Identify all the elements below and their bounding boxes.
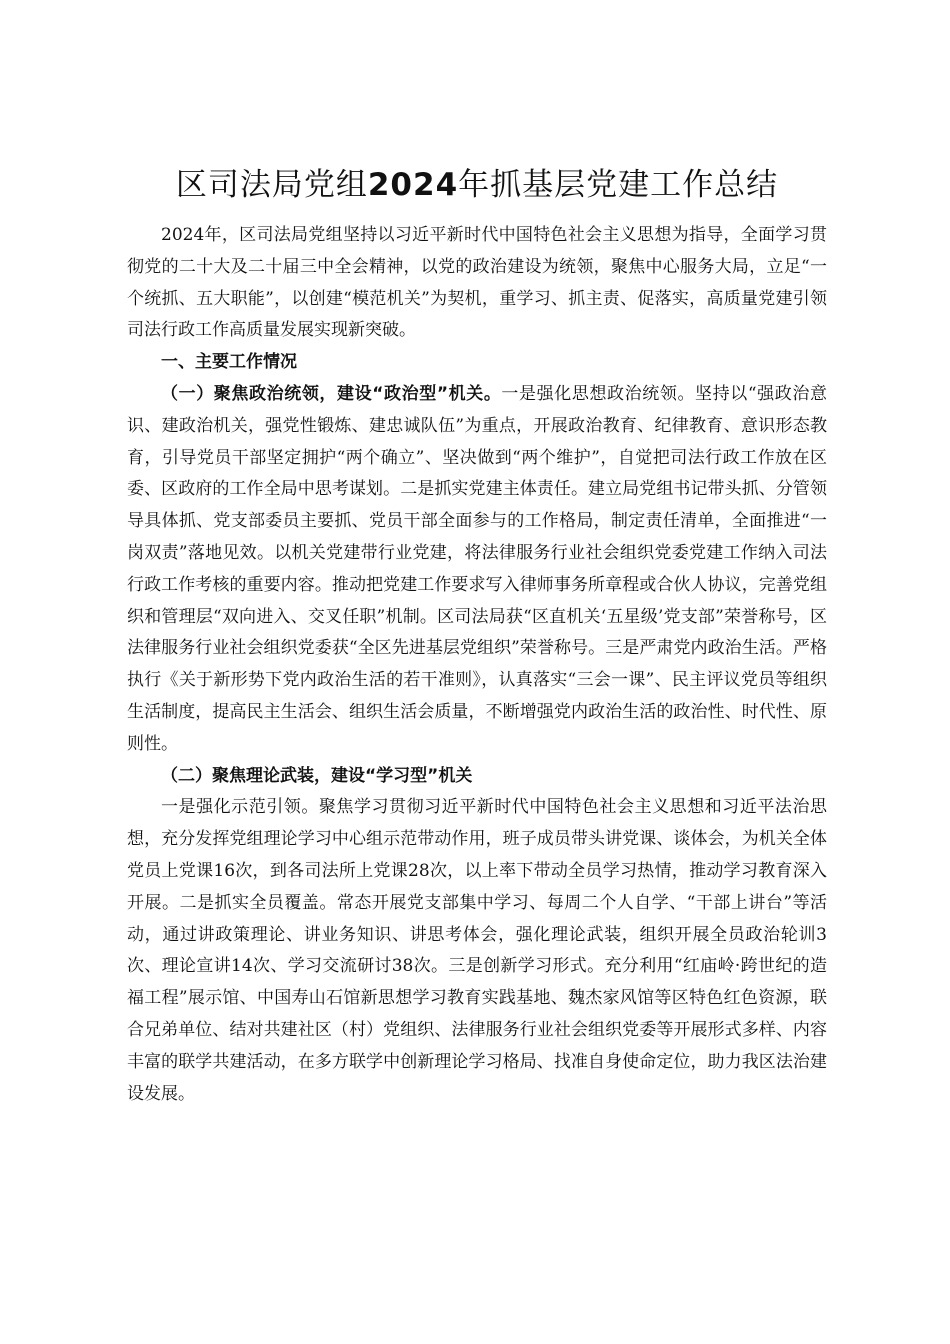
title-part2: 年抓基层党建工作总结 — [458, 167, 779, 203]
subsection-1-paragraph — [127, 379, 827, 761]
subsection-1-body: 一是强化思想政治统领。坚持以“强政治意识、建政治机关，强党性锻炼、建忠诚队伍”为重点，开展政治教育、纪律教育、意识形态教育，引导党员干部坚定拥护“两个确立”、坚决做到“两个维护”，自觉把司法行政工作放在区委、区政府的工作全局中思考谋划。二是抓实党建主体责任。建立局党组书记带头抓、分管领导具体抓、党支部委员主要抓、党员干部全面参与的工作格局，制定责任清单，全面推进“一岗双责”落地见效。以机关党建带行业党建，将法律服务行业社会组织党委党建工作纳入司法行政工作考核的重要内容。推动把党建工作要求写入律师事务所章程或合伙人协议，完善党组织和管理层“双向进入、交叉任职”机制。区司法局获“区直机关‘五星级’党支部”荣誉称号，区法律服务行业社会组织党委获“全区先进基层党组织”荣誉称号。三是严肃党内政治生活。严格执行《关于新形势下党内政治生活的若干准则》，认真落实“三会一课”、民主评议党员等组织生活制度，提高民主生活会、组织生活会质量，不断增强党内政治生活的政治性、时代性、原则性。 — [127, 383, 827, 754]
subsection-2-paragraph: 一是强化示范引领。聚焦学习贯彻习近平新时代中国特色社会主义思想和习近平法治思想，充分发挥党组理论学习中心组示范带动作用，班子成员带头讲党课、谈体会，为机关全体党员上党课16次，到各司法所上党课28次，以上率下带动全员学习热情，推动学习教育深入开展。二是抓实全员覆盖。常态开展党支部集中学习、每周二个人自学、“干部上讲台”等活动，通过讲政策理论、讲业务知识、讲思考体会，强化理论武装，组织开展全员政治轮训3次、理论宣讲14次、学习交流研讨38次。三是创新学习形式。充分利用“红庙岭·跨世纪的造福工程”展示馆、中国寿山石馆新思想学习教育实践基地、魏杰家风馆等区特色红色资源，联合兄弟单位、结对共建社区（村）党组织、法律服务行业社会组织党委等开展形式多样、内容丰富的联学共建活动，在多方联学中创新理论学习格局、找准自身使命定位，助力我区法治建设发展。 — [127, 797, 827, 1104]
subsection-2-heading: （二）聚焦理论武装，建设“学习型”机关 — [161, 765, 473, 786]
title-part1: 区司法局党组 — [175, 167, 368, 203]
document-page — [127, 160, 827, 1110]
title-year: 2024 — [367, 167, 459, 203]
subsection-1-lead: （一）聚焦政治统领，建设“政治型”机关。 — [161, 383, 502, 404]
document-title — [127, 160, 827, 210]
intro-paragraph: 2024年，区司法局党组坚持以习近平新时代中国特色社会主义思想为指导，全面学习贯彻党的二十大及二十届三中全会精神，以党的政治建设为统领，聚焦中心服务大局，立足“一个统抓、五大职能”，以创建“模范机关”为契机，重学习、抓主责、促落实，高质量党建引领司法行政工作高质量发展实现新突破。 — [127, 225, 827, 341]
section-1-heading: 一、主要工作情况 — [161, 352, 297, 373]
